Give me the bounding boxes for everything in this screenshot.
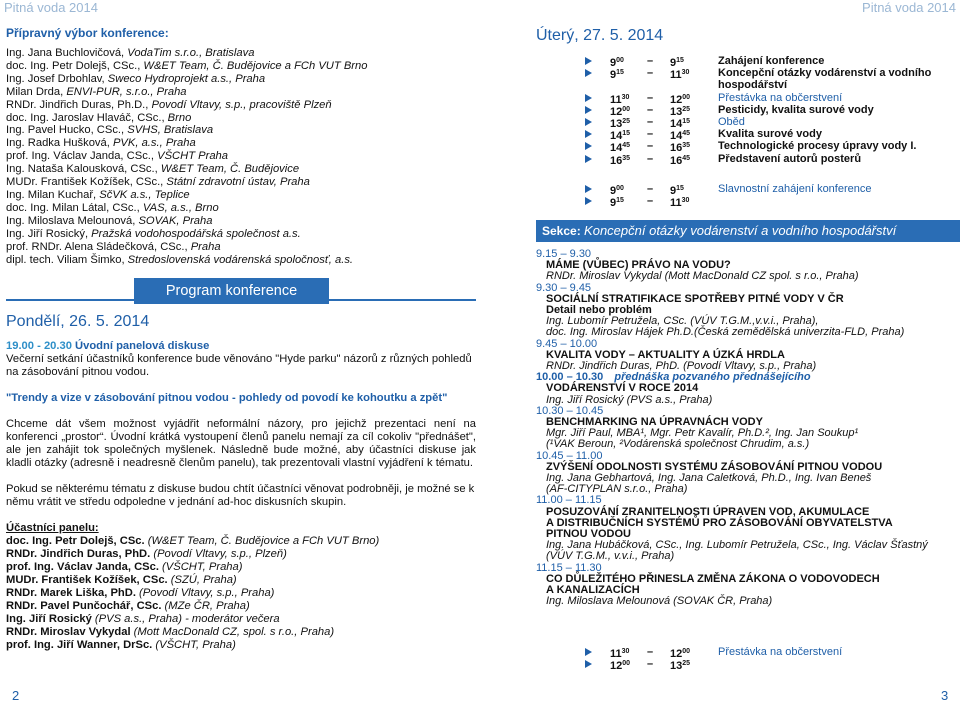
end-minutes: 15 (682, 117, 691, 125)
list-item (6, 202, 367, 215)
talk-title: A KANALIZACÍCH (546, 584, 640, 597)
member-affiliation: W&ET Team, Č. Budějovice (160, 163, 300, 176)
left-header: Pitná voda 2014 (4, 0, 98, 15)
panel-paragraph-1: Chceme dát všem možnost vyjádřit neformální názory, pro jejichž prezentaci není na konferenci „prostor“. Úvodní krátká vystoupení členů panelu nemají za cíl cokoliv "přednášet", ale jen zahájit tok společných myšlenek. Následně bude možné, aby účastníci diskuse jak kladli otázky (adresně i neadresně členům panelu), tak prezentovali vlastní vyjádření k tématu. (6, 418, 476, 469)
schedule-row (585, 658, 955, 673)
schedule-block-3 (585, 646, 955, 673)
talk-authors: (VÚV T.G.M., v.v.i., Praha) (546, 550, 675, 563)
list-item (6, 600, 476, 613)
schedule-row (585, 128, 955, 143)
triangle-icon (585, 118, 592, 126)
start-time: $11^{30}$ (610, 93, 630, 106)
member-name: doc. Ing. Jaroslav Hlaváč, CSc., (6, 111, 168, 124)
participant-name: Ing. Jiří Rosický (6, 613, 92, 625)
member-name: Ing. Pavel Hucko, CSc., (6, 124, 128, 137)
participants-title: Účastníci panelu: (6, 522, 99, 534)
schedule-topic: Zahájení konference (718, 55, 825, 67)
triangle-icon (585, 106, 592, 114)
talk-item (536, 563, 946, 608)
participants-list (6, 535, 476, 652)
participant-affiliation: (Mott MacDonald CZ, spol. s r.o., Praha) (130, 626, 335, 638)
start-time: $13^{25}$ (610, 117, 631, 130)
participant-name: doc. Ing. Petr Dolejš, CSc. (6, 535, 145, 547)
panel-quote: "Trendy a vize v zásobování pitnou vodou - pohledy od povodí ke kohoutku a zpět" (6, 392, 448, 404)
talk-time: 9.45 – 10.00 (536, 337, 598, 350)
participant-affiliation: (W&ET Team, Č. Budějovice a FCh VUT Brno) (144, 535, 380, 547)
list-item (6, 626, 476, 639)
start-time: $11^{30}$ (610, 648, 630, 660)
member-affiliation: Sweco Hydroprojekt a.s., Praha (107, 72, 266, 85)
end-time: $12^{00}$ (670, 648, 691, 660)
list-item (6, 639, 476, 652)
start-minutes: 25 (622, 117, 631, 125)
participant-name: prof. Ing. Václav Janda, CSc. (6, 561, 159, 573)
talk-title: SOCIÁLNÍ STRATIFIKACE SPOTŘEBY PITNÉ VODY V ČR (546, 292, 844, 305)
talk-time-row (536, 495, 946, 506)
schedule-topic: Přestávka na občerstvení (718, 646, 843, 658)
participant-affiliation: (VŠCHT, Praha) (152, 639, 236, 651)
list-item (6, 189, 367, 202)
list-item (6, 561, 476, 574)
talk-title: VODÁRENSTVÍ V ROCE 2014 (546, 382, 699, 395)
talk-time: 10.00 – 10.30 (536, 371, 604, 384)
program-title: Program konference (134, 278, 329, 304)
committee-list (6, 47, 367, 266)
end-time: $14^{15}$ (670, 117, 691, 130)
list-item (6, 47, 367, 60)
participant-name: RNDr. Pavel Punčochář, CSc. (6, 600, 162, 612)
start-time: $9^{15}$ (610, 197, 624, 210)
list-item (6, 613, 476, 626)
talk-authors: Mgr. Jiří Paul, MBA¹, Mgr. Petr Kavalír, Ph.D.², Ing. Jan Soukup¹ (546, 427, 859, 440)
schedule-row (585, 67, 955, 82)
member-name: Ing. Josef Drbohlav, (6, 72, 108, 85)
start-minutes: 30 (621, 93, 630, 101)
participant-affiliation: (MZe ČR, Praha) (161, 600, 250, 612)
participant-affiliation: (VŠCHT, Praha) (158, 561, 243, 573)
participant-affiliation: (PVS a.s., Praha) - moderátor večera (91, 613, 280, 625)
time-dash: – (647, 115, 654, 128)
talk-details (536, 260, 946, 282)
talk-details (536, 507, 946, 563)
talk-details (536, 417, 946, 451)
end-minutes: 15 (676, 185, 684, 192)
time-dash: – (647, 183, 654, 195)
list-item (6, 60, 367, 73)
participant-affiliation: (Povodí Vltavy, s.p., Plzeň) (150, 548, 287, 560)
start-minutes: 15 (616, 197, 624, 205)
right-header: Pitná voda 2014 (862, 0, 956, 15)
triangle-icon (585, 660, 592, 668)
start-time: $16^{35}$ (610, 154, 631, 167)
schedule-block (585, 55, 955, 165)
panel-paragraph-2: Pokud se některému tématu z diskuse budou chtít účastníci věnovat podrobněji, je možné se k němu vrátit ve středu odpoledne v jednání ad-hoc diskusních skupin. (6, 483, 475, 508)
tuesday-heading: Úterý, 27. 5. 2014 (536, 27, 664, 44)
talk-authors: (¹VAK Beroun, ²Vodárenská společnost Chrudim, a.s.) (546, 438, 810, 451)
schedule-topic: Technologické procesy úpravy vody I. (718, 140, 917, 153)
section-banner (536, 220, 960, 242)
list-item (6, 99, 367, 112)
member-name: doc. Ing. Milan Látal, CSc., (6, 201, 143, 214)
panel-time: 19.00 - 20.30 (6, 340, 72, 352)
talk-time: 9.30 – 9.45 (536, 281, 592, 294)
talk-authors: doc. Ing. Miroslav Hájek Ph.D.(Česká zemědělská univerzita-FLD, Praha) (546, 326, 905, 339)
talk-time: 11.15 – 11.30 (536, 561, 602, 574)
end-time: $11^{30}$ (670, 69, 690, 82)
time-dash: – (647, 152, 654, 165)
list-item (6, 73, 367, 86)
start-time: $14^{15}$ (610, 130, 631, 143)
list-item (6, 587, 476, 600)
member-name: Ing. Jiří Rosický, (6, 227, 92, 240)
end-minutes: 30 (681, 197, 690, 205)
member-affiliation: SčVK a.s., Teplice (99, 188, 190, 201)
start-minutes: 30 (621, 648, 630, 655)
end-time: $13^{25}$ (670, 660, 691, 673)
monday-heading: Pondělí, 26. 5. 2014 (6, 313, 150, 330)
talk-item (536, 249, 946, 283)
talk-time: 11.00 – 11.15 (536, 494, 602, 507)
time-dash: – (647, 140, 654, 153)
schedule-row (585, 195, 955, 210)
end-time: $14^{45}$ (670, 130, 691, 143)
triangle-icon (585, 57, 592, 65)
talk-title: ZVÝŠENÍ ODOLNOSTI SYSTÉMU ZÁSOBOVÁNÍ PITNOU VODOU (546, 460, 883, 473)
talk-item (536, 451, 946, 496)
list-item (6, 112, 367, 125)
member-name: RNDr. Jindřich Duras, Ph.D., (6, 98, 152, 111)
member-affiliation: Stredoslovenská vodárenská spoločnosť, a.s. (127, 253, 354, 266)
start-minutes: 00 (616, 57, 624, 64)
panel-desc: Večerní setkání účastníků konference bude věnováno "Hyde parku" názorů z různých pohledů na zásobování pitnou vodou. (6, 353, 472, 378)
triangle-icon (585, 142, 592, 150)
schedule-topic: Oběd (718, 115, 745, 128)
talk-details (536, 462, 946, 496)
member-affiliation: Pražská vodohospodářská společnost a.s. (91, 227, 301, 240)
talk-time: 10.30 – 10.45 (536, 404, 604, 417)
time-dash: – (647, 658, 654, 671)
talk-subtitle: Detail nebo problém (546, 304, 652, 317)
time-dash: – (647, 103, 654, 116)
member-affiliation: VŠCHT Praha (157, 150, 228, 163)
page-number-right: 3 (941, 688, 949, 703)
talk-time: 10.45 – 11.00 (536, 449, 603, 462)
start-time: $9^{00}$ (610, 57, 624, 69)
member-name: Ing. Jana Buchlovičová, (6, 47, 128, 59)
member-name: MUDr. František Kožíšek, CSc., (6, 176, 167, 189)
start-minutes: 35 (622, 154, 631, 162)
time-dash: – (647, 67, 654, 80)
triangle-icon (585, 197, 592, 205)
schedule-row (585, 92, 955, 104)
triangle-icon (585, 69, 592, 77)
member-affiliation: W&ET Team, Č. Budějovice a FCh VUT Brno (143, 59, 368, 72)
member-name: doc. Ing. Petr Dolejš, CSc., (6, 59, 144, 72)
schedule-row (585, 183, 955, 195)
time-dash: – (647, 195, 654, 208)
talk-title: POSUZOVÁNÍ ZRANITELNOSTI ÚPRAVEN VOD, AKUMULACE (546, 505, 870, 518)
list-item (6, 215, 367, 228)
time-dash: – (647, 91, 654, 104)
start-minutes: 45 (622, 142, 631, 150)
end-minutes: 25 (682, 105, 691, 113)
triangle-icon (585, 185, 592, 193)
schedule-row (585, 104, 955, 116)
committee-title: Přípravný výbor konference: (6, 26, 169, 40)
member-affiliation: PVK, a.s., Praha (112, 137, 196, 150)
talk-list (536, 249, 946, 608)
member-affiliation: ENVI-PUR, s.r.o., Praha (66, 85, 187, 98)
end-minutes: 30 (681, 69, 690, 77)
start-time: $9^{00}$ (610, 185, 624, 197)
section-label: Sekce: (542, 224, 581, 238)
end-time: $11^{30}$ (670, 197, 690, 210)
end-time: $9^{15}$ (670, 57, 684, 69)
talk-authors: (AF-CITYPLAN s.r.o., Praha) (546, 483, 688, 496)
talk-item (536, 283, 946, 339)
list-item (6, 254, 367, 267)
end-minutes: 25 (682, 660, 691, 668)
end-minutes: 45 (682, 130, 691, 138)
start-minutes: 15 (616, 69, 624, 77)
start-minutes: 15 (622, 130, 631, 138)
schedule-topic: Představení autorů posterů (718, 152, 862, 165)
time-dash: – (647, 646, 654, 658)
page-number-left: 2 (12, 688, 20, 703)
talk-authors: Ing. Miloslava Melounová (SOVAK ČR, Praha) (546, 595, 773, 608)
talk-authors: Ing. Jana Gebhartová, Ing. Jana Caletková, Ph.D., Ing. Ivan Beneš (546, 472, 872, 485)
schedule-topic: hospodářství (718, 79, 788, 92)
talk-time: 9.15 – 9.30 (536, 248, 592, 260)
schedule-topic: Přestávka na občerstvení (718, 91, 843, 104)
participant-name: RNDr. Marek Liška, PhD. (6, 587, 136, 599)
schedule-row (585, 153, 955, 165)
participant-name: prof. Ing. Jiří Wanner, DrSc. (6, 639, 153, 651)
talk-title: MÁME (VŮBEC) PRÁVO NA VODU? (546, 259, 731, 272)
member-affiliation: Povodí Vltavy, s.p., pracoviště Plzeň (151, 98, 332, 111)
talk-details (536, 350, 946, 372)
list-item (6, 163, 367, 176)
section-title: Koncepční otázky vodárenství a vodního hospodářství (584, 223, 897, 238)
talk-authors: Ing. Jana Hubáčková, CSc., Ing. Lubomír Petružela, CSc., Ing. Václav Šťastný (546, 539, 928, 552)
member-affiliation: SOVAK, Praha (138, 214, 213, 227)
end-minutes: 00 (682, 93, 691, 101)
member-affiliation: Praha (190, 240, 221, 253)
end-minutes: 35 (682, 142, 691, 150)
talk-details (536, 383, 946, 405)
list-item (6, 574, 476, 587)
member-affiliation: VAS, a.s., Brno (142, 201, 219, 214)
member-name: Milan Drda, (6, 85, 67, 98)
talk-item (536, 495, 946, 562)
end-time: $16^{45}$ (670, 154, 691, 167)
panel-block (6, 340, 476, 652)
talk-authors: RNDr. Jindřich Duras, PhD. (Povodí Vltavy, s.p., Praha) (546, 360, 817, 373)
member-name: Ing. Milan Kuchař, (6, 188, 100, 201)
talk-details (536, 294, 946, 339)
talk-title: KVALITA VODY – AKTUALITY A ÚZKÁ HRDLA (546, 348, 785, 361)
schedule-row (585, 646, 955, 658)
participant-name: MUDr. František Kožíšek, CSc. (6, 574, 168, 586)
end-minutes: 00 (682, 648, 691, 655)
start-time: $14^{45}$ (610, 142, 631, 155)
schedule-row (585, 140, 955, 155)
talk-title: A DISTRIBUČNÍCH SYSTÉMŮ PRO ZÁSOBOVÁNÍ OBYVATELSTVA (546, 516, 893, 529)
list-item (6, 124, 367, 137)
schedule-block-2 (585, 183, 955, 210)
end-time: $9^{15}$ (670, 185, 684, 197)
member-name: Ing. Radka Hušková, (6, 137, 113, 150)
talk-item (536, 406, 946, 451)
member-affiliation: Brno (167, 111, 192, 124)
participant-name: RNDr. Miroslav Vykydal (6, 626, 131, 638)
member-name: dipl. tech. Viliam Šimko, (6, 253, 128, 266)
list-item (6, 86, 367, 99)
start-time: $9^{15}$ (610, 69, 624, 82)
talk-authors: Ing. Lubomír Petružela, CSc. (VÚV T.G.M.,v.v.i., Praha), (546, 315, 819, 328)
talk-item (536, 339, 946, 373)
schedule-row (585, 55, 955, 67)
list-item (6, 176, 367, 189)
member-affiliation: VodaTim s.r.o., Bratislava (127, 47, 255, 59)
list-item (6, 548, 476, 561)
member-name: Ing. Miloslava Melounová, (6, 214, 139, 227)
list-item (6, 535, 476, 548)
triangle-icon (585, 155, 592, 163)
member-name: prof. Ing. Václav Janda, CSc., (6, 150, 158, 163)
list-item (6, 228, 367, 241)
member-name: prof. RNDr. Alena Sládečková, CSc., (6, 240, 191, 253)
talk-authors: RNDr. Miroslav Vykydal (Mott MacDonald CZ spol. s r.o., Praha) (546, 270, 859, 283)
talk-authors: Ing. Jiří Rosický (PVS a.s., Praha) (546, 393, 713, 406)
panel-title: Úvodní panelová diskuse (71, 340, 210, 352)
participant-affiliation: (SZÚ, Praha) (167, 574, 237, 586)
schedule-row (585, 116, 955, 128)
schedule-topic: Kvalita surové vody (718, 128, 822, 141)
triangle-icon (585, 130, 592, 138)
end-minutes: 15 (676, 57, 684, 64)
member-affiliation: Státní zdravotní ústav, Praha (166, 176, 310, 189)
start-minutes: 00 (622, 660, 631, 668)
start-minutes: 00 (622, 105, 631, 113)
start-time: $12^{00}$ (610, 660, 631, 673)
talk-title: BENCHMARKING NA ÚPRAVNÁCH VODY (546, 416, 763, 429)
talk-title: CO DŮLEŽITÉHO PŘINESLA ZMĚNA ZÁKONA O VODOVODECH (546, 572, 880, 585)
talk-details (536, 574, 946, 608)
end-time: $16^{35}$ (670, 142, 691, 155)
triangle-icon (585, 648, 592, 656)
participant-name: RNDr. Jindřich Duras, PhD. (6, 548, 151, 560)
schedule-topic: Pesticidy, kvalita surové vody (718, 103, 874, 116)
schedule-row (585, 79, 955, 91)
participant-affiliation: (Povodí Vltavy, s.p., Praha) (135, 587, 275, 599)
time-dash: – (647, 128, 654, 141)
end-minutes: 45 (682, 154, 691, 162)
list-item (6, 137, 367, 150)
talk-title: PITNOU VODOU (546, 528, 631, 541)
time-dash: – (647, 55, 654, 67)
end-time: $12^{00}$ (670, 93, 691, 106)
schedule-topic: Koncepční otázky vodárenství a vodního (718, 67, 932, 80)
member-affiliation: SVHS, Bratislava (127, 124, 214, 137)
start-minutes: 00 (616, 185, 624, 192)
list-item (6, 150, 367, 163)
end-time: $13^{25}$ (670, 105, 691, 118)
start-time: $12^{00}$ (610, 105, 631, 118)
member-name: Ing. Nataša Kalousková, CSc., (6, 163, 161, 176)
list-item (6, 241, 367, 254)
talk-item (536, 372, 946, 406)
triangle-icon (585, 94, 592, 102)
schedule-topic: Slavnostní zahájení konference (718, 183, 872, 195)
invited-label: přednáška pozvaného přednášejícího (611, 371, 811, 384)
